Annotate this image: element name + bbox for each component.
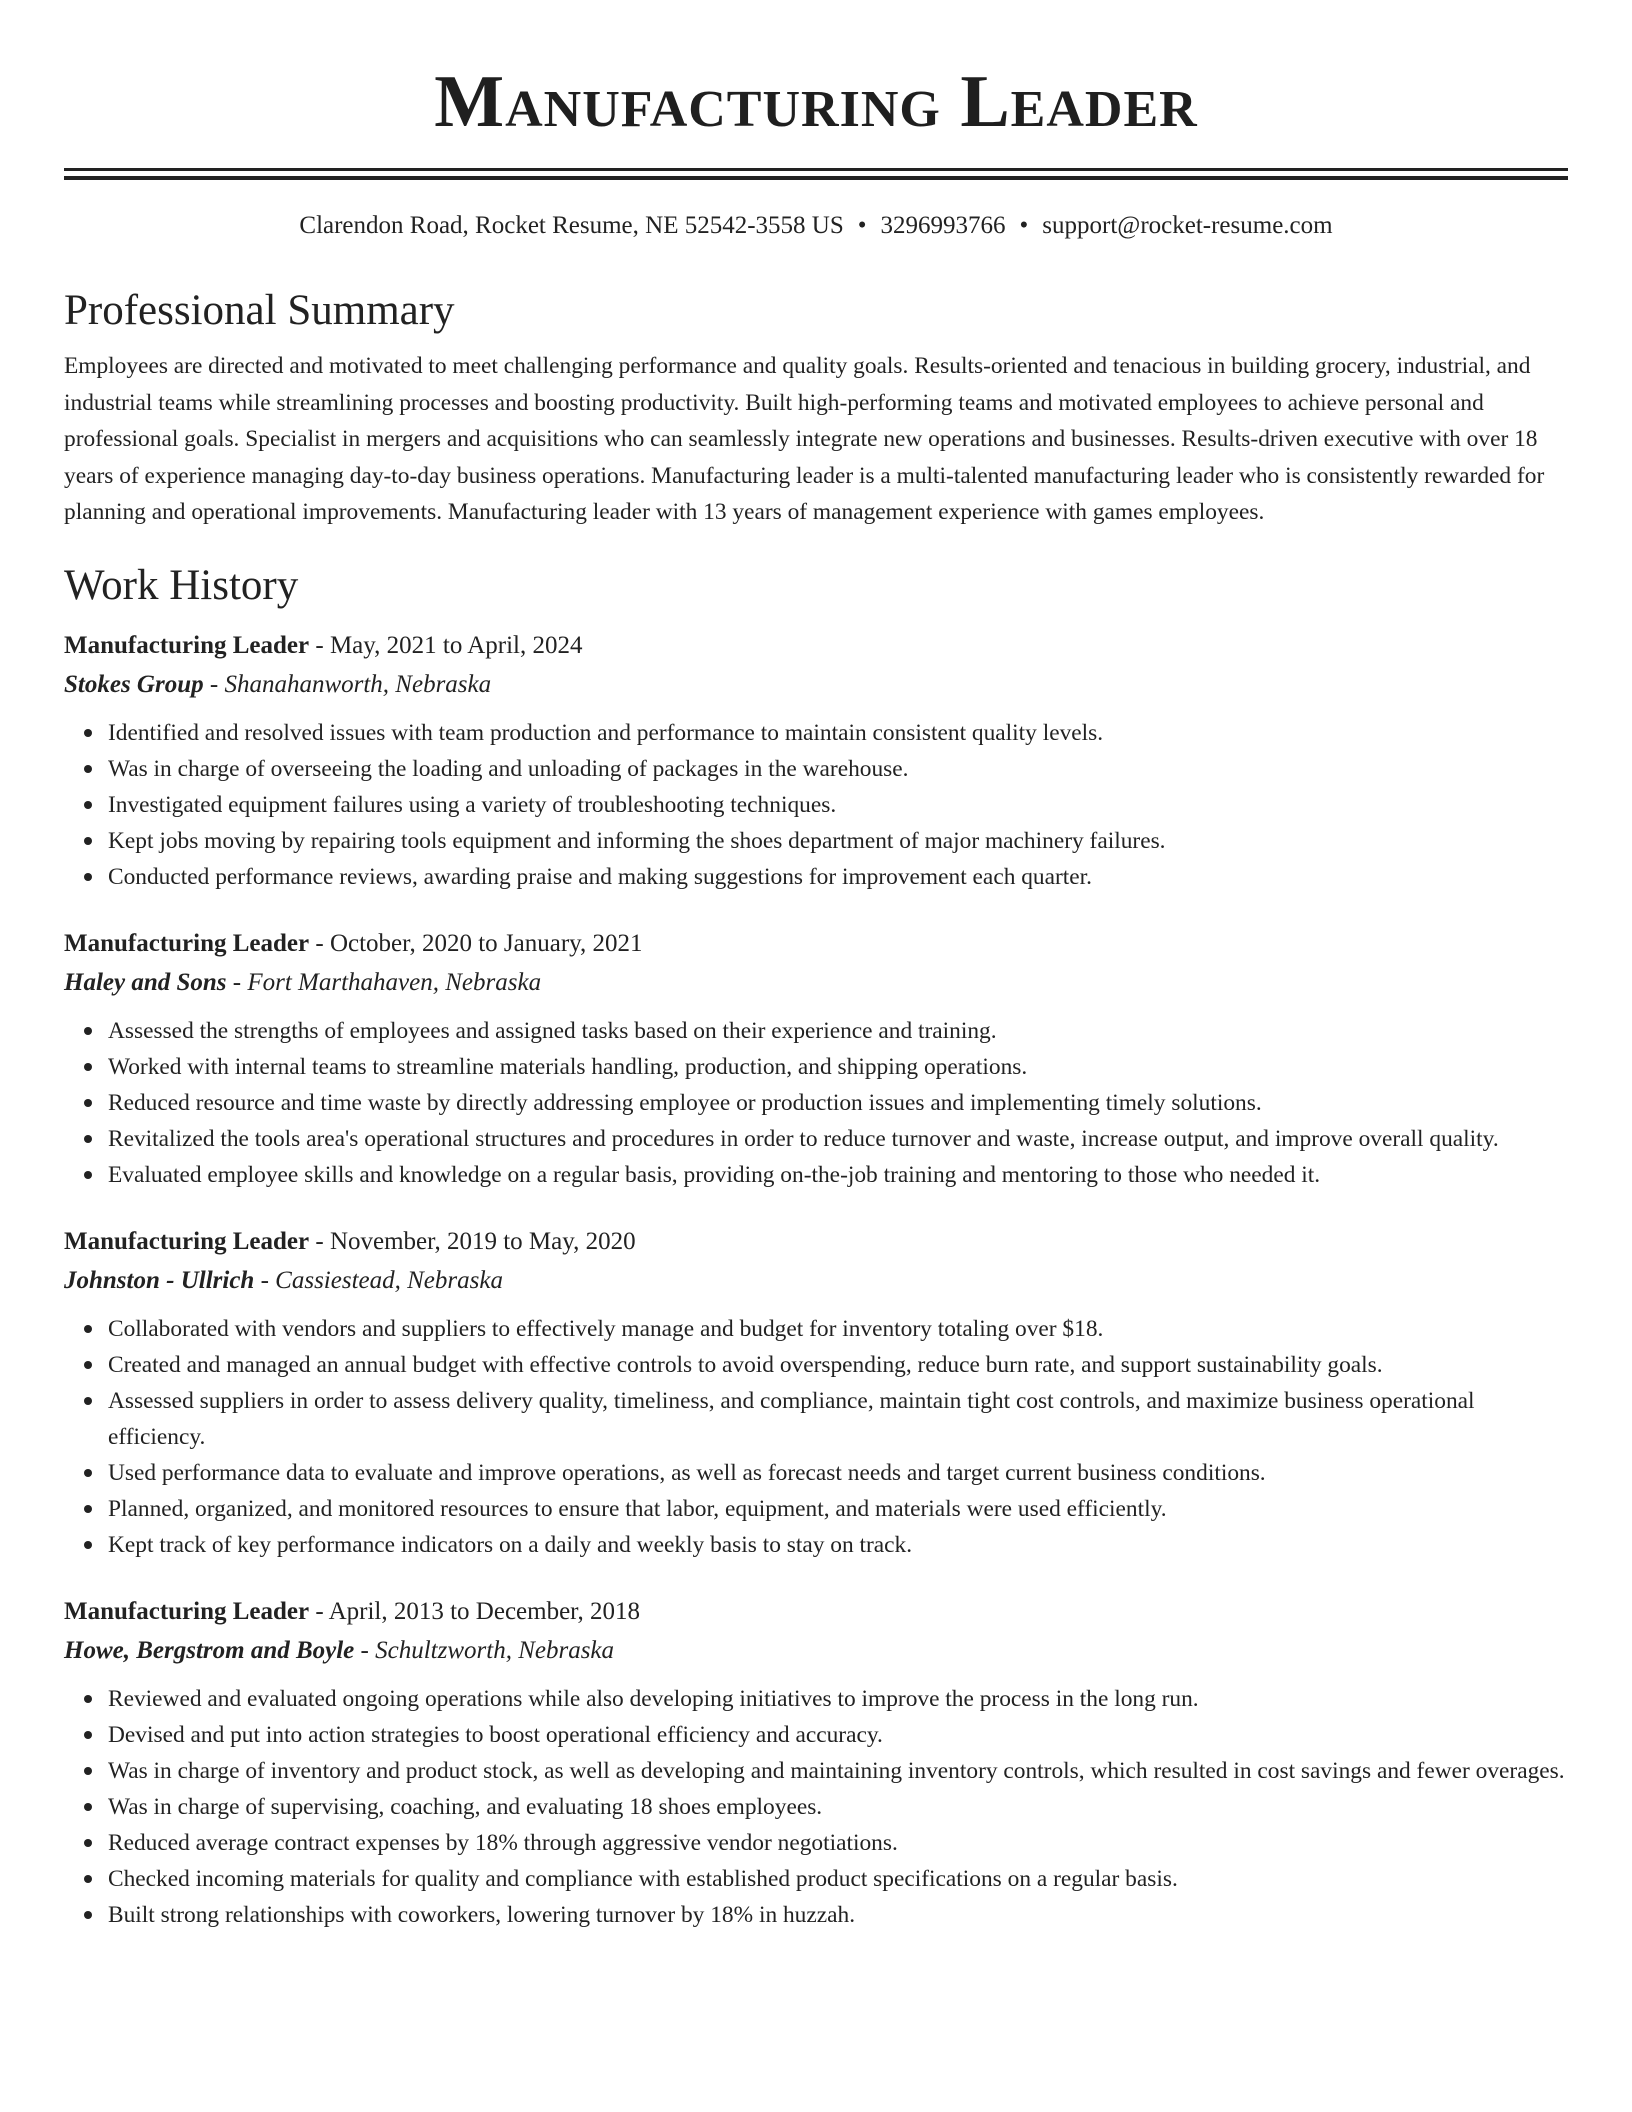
job-bullet: [108, 1825, 1568, 1861]
bullet-dot-icon: [84, 1803, 92, 1811]
job-dates: - April, 2013 to December, 2018: [309, 1597, 640, 1625]
bullet-dot-icon: [84, 1027, 92, 1035]
contact-email: support@rocket-resume.com: [1042, 212, 1333, 239]
bullet-dot-icon: [84, 1731, 92, 1739]
job-bullet: [108, 715, 1568, 751]
job-bullet: [108, 1527, 1568, 1563]
job-bullets: [64, 1681, 1568, 1933]
job-bullet: [108, 1157, 1568, 1193]
bullet-dot-icon: [84, 1875, 92, 1883]
job-entry: [64, 1593, 1568, 1933]
job-bullet-text: Assessed suppliers in order to assess delivery quality, timeliness, and compliance, maintain tight cost controls, and maximize business operational efficiency.: [108, 1387, 1475, 1450]
job-location: - Fort Marthahaven, Nebraska: [226, 968, 542, 996]
job-bullet: [108, 1681, 1568, 1717]
bullet-dot-icon: [84, 1063, 92, 1071]
job-bullet: [108, 1049, 1568, 1085]
contact-address: Clarendon Road, Rocket Resume, NE 52542-3558 US: [299, 212, 844, 239]
job-bullet: [108, 1085, 1568, 1121]
job-company-line: [64, 1261, 1568, 1301]
job-bullet-text: Reduced resource and time waste by directly addressing employee or production issues and implementing timely solutions.: [108, 1089, 1262, 1116]
candidate-name: Manufacturing Leader: [434, 61, 1198, 143]
bullet-dot-icon: [84, 801, 92, 809]
summary-heading: Professional Summary: [64, 287, 455, 334]
job-role: Manufacturing Leader: [64, 631, 310, 659]
work-history-heading: Work History: [64, 561, 299, 609]
bullet-dot-icon: [84, 1325, 92, 1333]
job-bullet: [108, 751, 1568, 787]
job-entry: [64, 925, 1568, 1193]
job-bullet: [108, 1121, 1568, 1157]
job-bullet-text: Worked with internal teams to streamline materials handling, production, and shipping operations.: [108, 1053, 1028, 1080]
job-location: - Shanahanworth, Nebraska: [203, 670, 492, 698]
job-bullet-text: Conducted performance reviews, awarding praise and making suggestions for improvement each quarter.: [108, 863, 1093, 890]
job-bullets: [64, 1013, 1568, 1193]
job-dates: - May, 2021 to April, 2024: [309, 631, 583, 659]
bullet-dot-icon: [84, 1397, 92, 1405]
job-bullet-text: Collaborated with vendors and suppliers to effectively manage and budget for inventory totaling over $18.: [108, 1315, 1104, 1342]
contact-separator: •: [1019, 212, 1029, 239]
bullet-dot-icon: [84, 1767, 92, 1775]
job-company-line: [64, 665, 1568, 705]
job-company-line: [64, 963, 1568, 1003]
bullet-dot-icon: [84, 1171, 92, 1179]
header-double-rule: [64, 168, 1568, 180]
job-bullet-text: Assessed the strengths of employees and assigned tasks based on their experience and training.: [108, 1017, 997, 1044]
bullet-dot-icon: [84, 1469, 92, 1477]
contact-line: [64, 210, 1568, 242]
job-bullet-text: Built strong relationships with coworkers, lowering turnover by 18% in huzzah.: [108, 1901, 856, 1928]
job-title-line: [64, 627, 1568, 665]
job-title-line: [64, 925, 1568, 963]
bullet-dot-icon: [84, 765, 92, 773]
job-company: Johnston - Ullrich: [64, 1266, 255, 1294]
job-location: - Schultzworth, Nebraska: [354, 1636, 615, 1664]
summary-text: Employees are directed and motivated to meet challenging performance and quality goals. Results-oriented and tenacious in building grocery, industrial, and industrial teams while streamlining processes and boosting productivity. Built high-performing teams and motivated employees to achieve personal and professional goals. Specialist in mergers and acquisitions who can seamlessly integrate new operations and businesses. Results-driven executive with over 18 years of experience managing day-to-day business operations. Manufacturing leader is a multi-talented manufacturing leader who is consistently rewarded for planning and operational improvements. Manufacturing leader with 13 years of management experience with games employees.: [64, 353, 1545, 526]
bullet-dot-icon: [84, 1839, 92, 1847]
job-bullet: [108, 1455, 1568, 1491]
job-company: Howe, Bergstrom and Boyle: [64, 1636, 355, 1664]
job-bullet: [108, 1789, 1568, 1825]
job-bullet-text: Revitalized the tools area's operational structures and procedures in order to reduce turnover and waste, increase output, and improve overall quality.: [108, 1125, 1499, 1152]
job-company-line: [64, 1631, 1568, 1671]
job-entry: [64, 627, 1568, 895]
bullet-dot-icon: [84, 1505, 92, 1513]
job-bullet-text: Identified and resolved issues with team production and performance to maintain consistent quality levels.: [108, 719, 1104, 746]
job-bullet: [108, 1013, 1568, 1049]
job-bullet-text: Reduced average contract expenses by 18% through aggressive vendor negotiations.: [108, 1829, 898, 1856]
job-bullet-text: Was in charge of supervising, coaching, and evaluating 18 shoes employees.: [108, 1793, 823, 1820]
job-bullet-text: Devised and put into action strategies to boost operational efficiency and accuracy.: [108, 1721, 883, 1748]
job-bullet-text: Used performance data to evaluate and improve operations, as well as forecast needs and target current business conditions.: [108, 1459, 1266, 1486]
job-bullet-text: Kept jobs moving by repairing tools equipment and informing the shoes department of major machinery failures.: [108, 827, 1166, 854]
bullet-dot-icon: [84, 729, 92, 737]
job-entry: [64, 1223, 1568, 1563]
job-bullet: [108, 823, 1568, 859]
bullet-dot-icon: [84, 837, 92, 845]
job-bullet: [108, 859, 1568, 895]
contact-separator: •: [857, 212, 867, 239]
job-bullet-text: Was in charge of inventory and product stock, as well as developing and maintaining inventory controls, which resulted in cost savings and fewer overages.: [108, 1757, 1565, 1784]
job-bullet-text: Kept track of key performance indicators on a daily and weekly basis to stay on track.: [108, 1531, 913, 1558]
job-dates: - October, 2020 to January, 2021: [309, 929, 643, 957]
job-bullet: [108, 1753, 1568, 1789]
job-bullet-text: Evaluated employee skills and knowledge on a regular basis, providing on-the-job training and mentoring to those who needed it.: [108, 1161, 1321, 1188]
job-bullet: [108, 1491, 1568, 1527]
job-bullet: [108, 1383, 1568, 1455]
job-bullet: [108, 1311, 1568, 1347]
bullet-dot-icon: [84, 1135, 92, 1143]
job-role: Manufacturing Leader: [64, 1227, 310, 1255]
contact-phone: 3296993766: [880, 212, 1006, 239]
bullet-dot-icon: [84, 1361, 92, 1369]
job-title-line: [64, 1593, 1568, 1631]
bullet-dot-icon: [84, 1911, 92, 1919]
bullet-dot-icon: [84, 873, 92, 881]
job-bullet-text: Checked incoming materials for quality and compliance with established product specifications on a regular basis.: [108, 1865, 1178, 1892]
job-dates: - November, 2019 to May, 2020: [309, 1227, 636, 1255]
job-bullet-text: Investigated equipment failures using a variety of troubleshooting techniques.: [108, 791, 837, 818]
job-bullet: [108, 1897, 1568, 1933]
bullet-dot-icon: [84, 1541, 92, 1549]
job-title-line: [64, 1223, 1568, 1261]
job-bullet-text: Planned, organized, and monitored resources to ensure that labor, equipment, and materials were used efficiently.: [108, 1495, 1167, 1522]
job-bullets: [64, 1311, 1568, 1563]
work-history-list: [64, 627, 1568, 1933]
bullet-dot-icon: [84, 1099, 92, 1107]
job-bullets: [64, 715, 1568, 895]
job-bullet: [108, 1347, 1568, 1383]
job-bullet-text: Created and managed an annual budget with effective controls to avoid overspending, reduce burn rate, and support sustainability goals.: [108, 1351, 1383, 1378]
job-bullet: [108, 787, 1568, 823]
job-location: - Cassiestead, Nebraska: [254, 1266, 503, 1294]
job-bullet-text: Reviewed and evaluated ongoing operations while also developing initiatives to improve the process in the long run.: [108, 1685, 1199, 1712]
job-role: Manufacturing Leader: [64, 929, 310, 957]
job-bullet: [108, 1861, 1568, 1897]
bullet-dot-icon: [84, 1695, 92, 1703]
job-bullet: [108, 1717, 1568, 1753]
job-company: Stokes Group: [64, 670, 204, 698]
job-company: Haley and Sons: [64, 968, 227, 996]
job-bullet-text: Was in charge of overseeing the loading and unloading of packages in the warehouse.: [108, 755, 909, 782]
job-role: Manufacturing Leader: [64, 1597, 310, 1625]
